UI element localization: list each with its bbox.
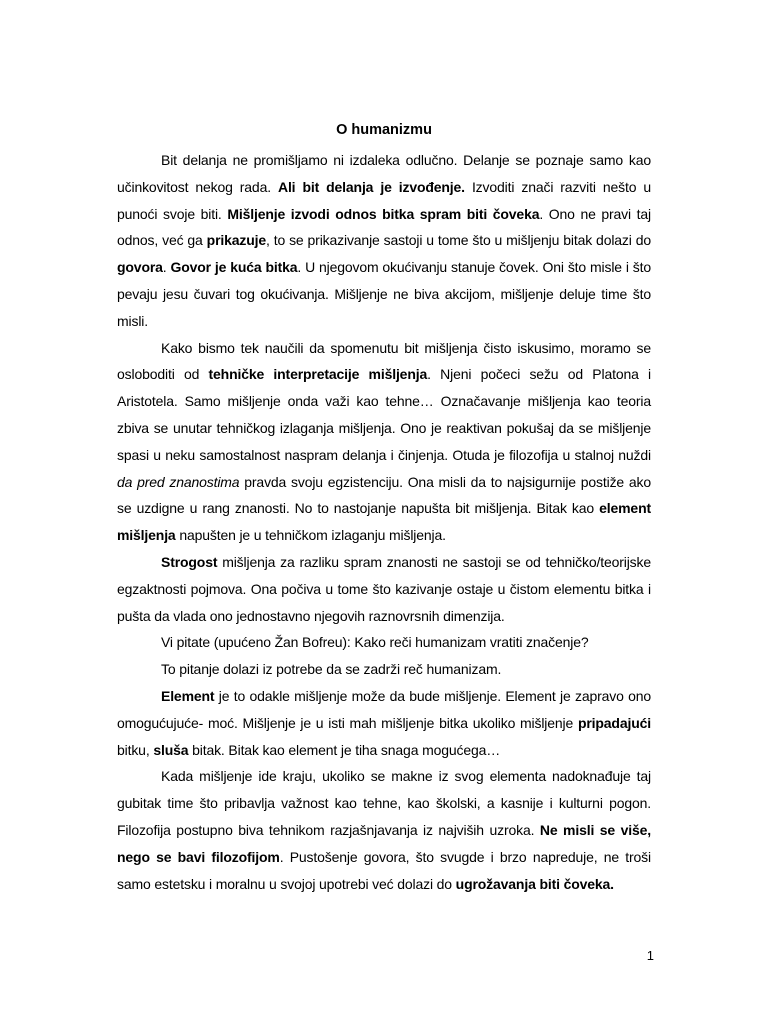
paragraph xyxy=(117,335,651,549)
text-run: Izvoditi znači razviti nešto u punoći svoje biti. xyxy=(117,178,651,222)
paragraph xyxy=(117,656,651,683)
text-run: je to odakle mišljenje može da bude mišljenje. Element je zapravo ono omogućujuće- moć. Mišljenje je u isti mah mišljenje bitka ukoliko mišljenje xyxy=(117,687,651,731)
bold-phrase: Govor je kuća bitka xyxy=(170,259,298,276)
bold-phrase: Ne misli se više, nego se bavi filozofijom xyxy=(117,821,651,865)
text-run: To pitanje dolazi iz potrebe da se zadrži reč humanizam. xyxy=(161,661,502,678)
text-run: . U njegovom okućivanju stanuje čovek. Oni što misle i što pevaju jesu čuvari tog okućivanja. Mišljenje ne biva akcijom, mišljenje deluje time što misli. xyxy=(117,259,651,329)
italic-phrase: da pred znanostima xyxy=(117,473,240,490)
bold-phrase: govora xyxy=(117,259,163,276)
text-run: Vi pitate (upućeno Žan Bofreu): Kako reči humanizam vratiti značenje? xyxy=(161,634,589,651)
paragraph xyxy=(117,549,651,629)
bold-phrase: Element xyxy=(161,687,215,704)
text-run: Kako bismo tek naučili da spomenutu bit mišljenja čisto iskusimo, moramo se osloboditi od xyxy=(117,339,651,383)
bold-phrase: sluša xyxy=(153,741,189,758)
paragraph xyxy=(117,147,651,335)
text-run: Kada mišljenje ide kraju, ukoliko se makne iz svog elementa nadoknađuje taj gubitak time što pribavlja važnost kao tehne, kao školski, a kasnije i kulturni pogon. Filozofija postupno biva tehnikom razjašnjavanja iz najviših uzroka. xyxy=(117,768,651,838)
text-run: mišljenja za razliku spram znanosti ne sastoji se od tehničko/teorijske egzaktnosti pojmova. Ona počiva u tome što kazivanje ostaje u čistom elementu bitka i pušta da vlada ono jednostavno njegovih raznovrsnih dimenzija. xyxy=(117,553,651,624)
text-run: . Njeni počeci sežu od Platona i Aristotela. Samo mišljenje onda važi kao tehne… Označavanje mišljenja kao teoria zbiva se unutar tehničkog izlaganja mišljenja. Ono je reaktivan pokušaj da se mišljenje spasi u neku samostalnost naspram delanja i činjenja. Otuda je filozofija u stalnoj nuždi xyxy=(117,366,651,463)
bold-phrase: tehničke interpretacije mišljenja xyxy=(208,366,428,383)
text-run: pravda svoju egzistenciju. Ona misli da to najsigurnije postiže ako se uzdigne u rang znanosti. No to nastojanje napušta bit mišljenja. Bitak kao xyxy=(117,473,652,517)
text-run: Bit delanja ne promišljamo ni izdaleka odlučno. Delanje se poznaje samo kao učinkovitost nekog rada. xyxy=(117,152,651,195)
page-number: 1 xyxy=(646,948,654,963)
text-run: bitku, xyxy=(117,741,154,758)
bold-phrase: prikazuje xyxy=(206,232,267,249)
text-run: bitak. Bitak kao element je tiha snaga mogućega… xyxy=(188,741,501,758)
document-body xyxy=(117,147,651,897)
text-run: . Pustošenje govora, što svugde i brzo napreduje, ne troši samo estetsku i moralnu u svojoj upotrebi već dolazi do xyxy=(117,848,651,892)
text-run: . Ono ne pravi taj odnos, već ga xyxy=(117,205,651,249)
page-title: O humanizmu xyxy=(336,122,432,138)
bold-phrase: element mišljenja xyxy=(117,500,651,544)
paragraph xyxy=(117,763,651,897)
paragraph xyxy=(117,683,651,763)
bold-phrase: Ali bit delanja je izvođenje. xyxy=(277,178,465,195)
bold-phrase: Mišljenje izvodi odnos bitka spram biti čoveka xyxy=(227,205,540,222)
bold-phrase: Strogost xyxy=(161,553,218,570)
text-run: , to se prikazivanje sastoji u tome što u mišljenju bitak dolazi do xyxy=(266,232,651,249)
bold-phrase: ugrožavanja biti čoveka. xyxy=(455,875,614,892)
text-run: napušten je u tehničkom izlaganju mišljenja. xyxy=(175,527,446,544)
text-run: . xyxy=(162,259,171,276)
bold-phrase: pripadajući xyxy=(577,714,651,731)
paragraph xyxy=(117,629,651,656)
